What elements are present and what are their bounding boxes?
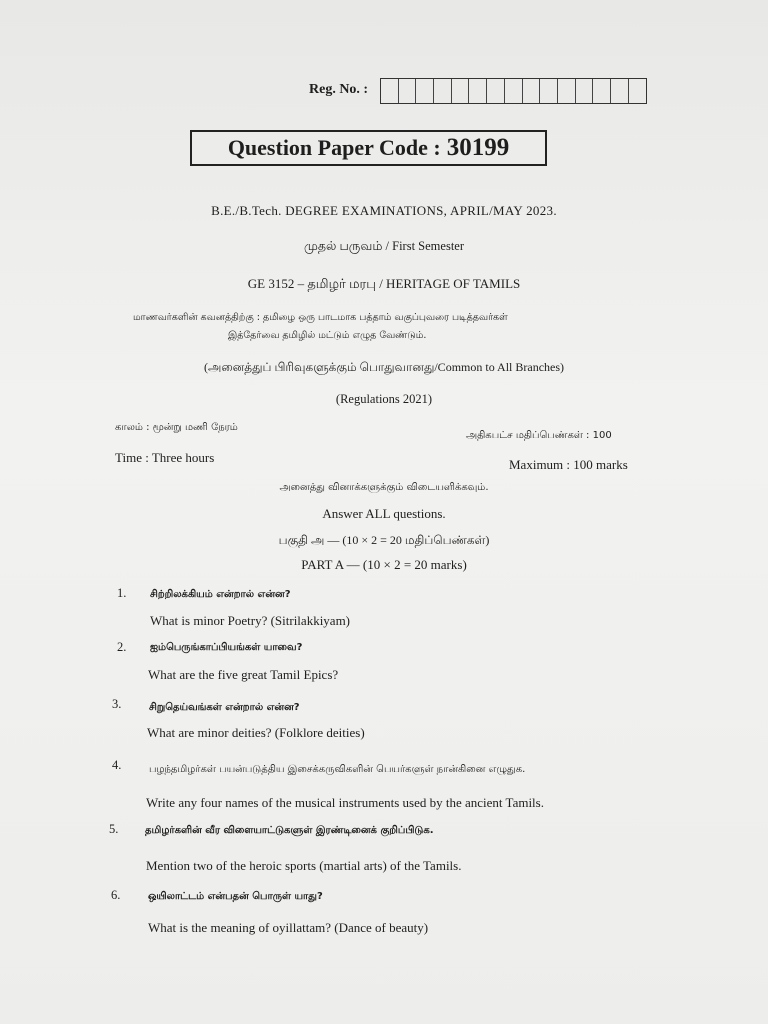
reg-no-label: Reg. No. : [309, 82, 369, 97]
part-a-heading-english: PART A — (10 × 2 = 20 marks) [301, 557, 467, 572]
exam-title: B.E./B.Tech. DEGREE EXAMINATIONS, APRIL/MAY 2023. [211, 203, 557, 218]
question-tamil: தமிழர்களின் வீர விளையாட்டுகளுள் இரண்டினைக் குறிப்பிடுக. [145, 825, 434, 836]
course-title: GE 3152 – தமிழர் மரபு / HERITAGE OF TAMILS [247, 276, 521, 291]
question-number: 3. [112, 697, 122, 711]
reg-no-box [469, 79, 487, 103]
reg-no-box [629, 79, 647, 103]
question-paper-code: 30199 [446, 134, 510, 161]
time-tamil: காலம் : மூன்று மணி நேரம் [115, 422, 238, 433]
question-tamil: சிற்றிலக்கியம் என்றால் என்ன? [150, 589, 291, 600]
regulations: (Regulations 2021) [335, 392, 433, 406]
tamil-instruction-line-2: இத்தேர்வை தமிழில் மட்டும் எழுத வேண்டும். [228, 330, 427, 341]
question-number: 2. [117, 640, 127, 654]
question-number: 1. [117, 586, 127, 600]
question-tamil: ஒயிலாட்டம் என்பதன் பொருள் யாது? [148, 891, 323, 902]
question-english: What are the five great Tamil Epics? [148, 667, 339, 682]
answer-all-tamil: அனைத்து வினாக்களுக்கும் விடையளிக்கவும். [279, 482, 489, 493]
question-number: 6. [111, 888, 121, 902]
question-number: 4. [112, 758, 122, 772]
reg-no-box [593, 79, 611, 103]
reg-no-boxes [380, 78, 647, 104]
max-marks-english: Maximum : 100 marks [509, 457, 628, 472]
question-english: Write any four names of the musical instruments used by the ancient Tamils. [146, 795, 544, 810]
question-paper-code-box [190, 130, 547, 166]
question-number: 5. [109, 822, 119, 836]
reg-no-box [452, 79, 470, 103]
semester: முதல் பருவம் / First Semester [303, 239, 465, 253]
part-a-heading-tamil: பகுதி அ — (10 × 2 = 20 மதிப்பெண்கள்) [278, 533, 490, 547]
common-to-all-branches: (அனைத்துப் பிரிவுகளுக்கும் பொதுவானது/Common to All Branches) [203, 360, 565, 374]
tamil-instruction-line-1: மாணவர்களின் கவனத்திற்கு : தமிழை ஒரு பாடமாக பத்தாம் வகுப்புவரை படித்தவர்கள் [133, 312, 508, 323]
question-english: What is minor Poetry? (Sitrilakkiyam) [150, 613, 351, 628]
reg-no-box [399, 79, 417, 103]
reg-no-box [434, 79, 452, 103]
reg-no-box [576, 79, 594, 103]
reg-no-box [523, 79, 541, 103]
question-english: What are minor deities? (Folklore deities) [147, 725, 365, 740]
question-tamil: பழந்தமிழர்கள் பயன்படுத்திய இசைக்கருவிகளின் பெயர்களுள் நான்கினை எழுதுக. [149, 764, 526, 775]
reg-no-box [381, 79, 399, 103]
reg-no-box [611, 79, 629, 103]
question-tamil: ஐம்பெருங்காப்பியங்கள் யாவை? [150, 642, 303, 653]
answer-all-english: Answer ALL questions. [322, 506, 446, 521]
reg-no-box [487, 79, 505, 103]
time-english: Time : Three hours [115, 450, 215, 465]
reg-no-box [416, 79, 434, 103]
question-english: Mention two of the heroic sports (martial arts) of the Tamils. [146, 858, 462, 873]
reg-no-box [558, 79, 576, 103]
question-paper-code-label: Question Paper Code : [227, 135, 441, 160]
max-marks-tamil: அதிகபட்ச மதிப்பெண்கள் : 100 [466, 430, 612, 441]
question-english: What is the meaning of oyillattam? (Dance of beauty) [148, 920, 429, 935]
reg-no-box [505, 79, 523, 103]
reg-no-box [540, 79, 558, 103]
question-tamil: சிறுதெய்வங்கள் என்றால் என்ன? [149, 702, 300, 713]
